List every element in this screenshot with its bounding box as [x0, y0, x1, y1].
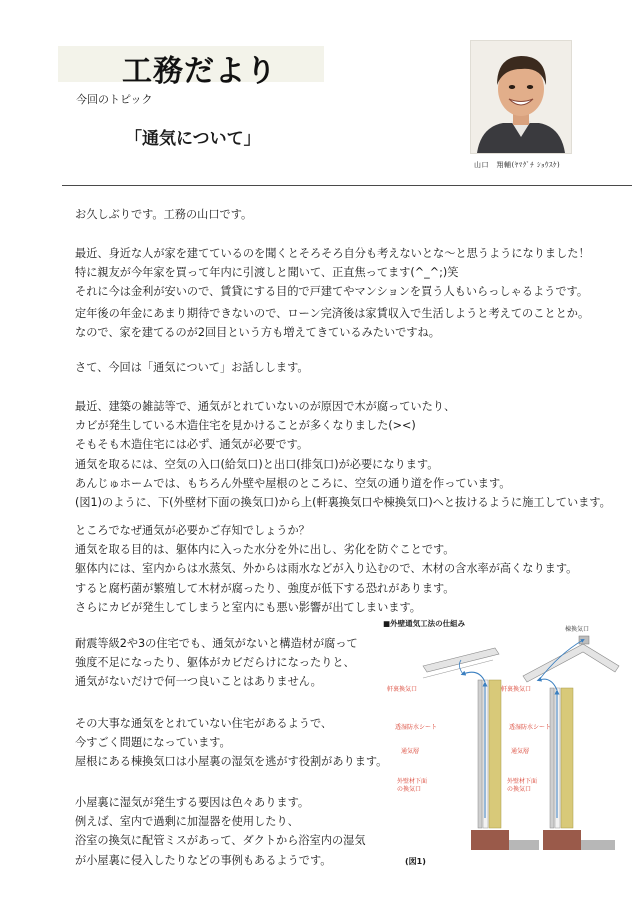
- paragraph-pension: [75, 304, 589, 342]
- text-line: 定年後の年金にあまり期待できないので、ローン完済後は家賃収入で生活しようと考えてのこととか。: [75, 307, 590, 320]
- right-wall-assembly: [523, 636, 619, 850]
- text-line: 通気を取る目的は、躯体内に入った水分を外に出し、劣化を防ぐことです。: [75, 543, 455, 557]
- author-photo: [470, 40, 572, 154]
- text-line: 小屋裏に湿気が発生する要因は色々あります。: [75, 796, 310, 809]
- text-line: ところでなぜ通気が必要かご存知でしょうか？: [75, 524, 310, 537]
- text-line: あんじゅホームでは、もちろん外壁や屋根のところに、空気の通り道を作っています。: [75, 476, 511, 490]
- label-bottom-vent-right: 外壁材下面 の換気口: [507, 778, 538, 793]
- figure-caption: (図1): [405, 857, 426, 866]
- text-line: 今すごく問題になっています。: [75, 736, 231, 750]
- label-bottom-vent-left: 外壁材下面 の換気口: [397, 778, 428, 793]
- label-layer-left: 通気層: [401, 748, 420, 755]
- label-ridge-vent: 棟換気口: [565, 626, 590, 633]
- text-line: すると腐朽菌が繁殖して木材が腐ったり、強度が低下する恐れがあります。: [75, 581, 455, 595]
- text-line: 躯体内には、室内からは水蒸気、外からは雨水などが入り込むので、木材の含水率が高くなります。: [75, 562, 578, 576]
- text-line: 特に親友が今年家を買って年内に引渡しと聞いて、正直焦ってます(^_^;)笑: [75, 266, 459, 280]
- text-line: 強度不足になったり、躯体がカビだらけになったりと、: [75, 656, 355, 670]
- label-layer-right: 通気層: [511, 748, 530, 755]
- text-line: 浴室の換気に配管ミスがあって、ダクトから浴室内の湿気: [75, 834, 366, 848]
- paragraph-problem: [75, 714, 387, 772]
- diagram-drawing: [383, 618, 623, 854]
- header-divider: [62, 185, 632, 186]
- paragraph-attic-moisture: [75, 793, 366, 870]
- text-line: 通気がないだけで何一つ良いことはありません。: [75, 675, 322, 689]
- text-line: 通気を取るには、空気の入口(給気口)と出口(排気口)が必要になります。: [75, 457, 439, 471]
- text-line: カビが発生している木造住宅を見かけることが多くなりました(><): [75, 419, 416, 433]
- text-line: が小屋裏に侵入したりなどの事例もあるようです。: [75, 853, 332, 867]
- figure-heading: ■外壁通気工法の仕組み: [383, 619, 466, 628]
- author-name: 山口 翔輔(ﾔﾏｸﾞﾁ ｼｮｳｽｹ): [474, 161, 561, 169]
- paragraph-greeting: [75, 205, 252, 224]
- text-line: お久しぶりです。工務の山口です。: [75, 208, 253, 221]
- topic-label: 今回のトピック: [76, 93, 153, 106]
- text-line: 屋根にある棟換気口は小屋裏の湿気を逃がす役割があります。: [75, 755, 388, 769]
- paragraph-intro: [75, 244, 590, 302]
- newsletter-title: 工務だより: [122, 54, 277, 89]
- paragraph-topic-intro: [75, 358, 309, 377]
- text-line: それに今は金利が安いので、賃貸にする目的で戸建てやマンションを買う人もいらっしゃるようです。: [75, 285, 589, 299]
- paragraph-ventilation-need: [75, 397, 611, 512]
- label-sheet-right: 透湿防水シート: [509, 724, 552, 731]
- paragraph-purpose: [75, 521, 577, 617]
- label-sheet-left: 透湿防水シート: [395, 724, 438, 731]
- text-line: そもそも木造住宅には必ず、通気が必要です。: [75, 438, 309, 452]
- text-line: 最近、建築の雑誌等で、通気がとれていないのが原因で木が腐っていたり、: [75, 400, 456, 413]
- label-eave-vent-left: 軒裏換気口: [387, 686, 418, 693]
- text-line: 例えば、室内で過剰に加湿器を使用したり、: [75, 815, 299, 829]
- text-line: 最近、身近な人が家を建てているのを聞くとそろそろ自分も考えないとな～と思うようになりました！: [75, 247, 590, 260]
- text-line: その大事な通気をとれていない住宅があるようで、: [75, 717, 333, 730]
- paragraph-seismic: [75, 634, 358, 692]
- text-line: さて、今回は「通気について」お話しします。: [75, 361, 309, 374]
- label-eave-vent-right: 軒裏換気口: [501, 686, 532, 693]
- ventilation-diagram: [383, 618, 623, 874]
- text-line: (図1)のように、下(外壁材下面の換気口)から上(軒裏換気口や棟換気口)へと抜けるように施工しています。: [75, 496, 611, 510]
- topic-title: 「通気について」: [125, 129, 261, 149]
- text-line: なので、家を建てるのが2回目という方も増えてきているみたいですね。: [75, 326, 440, 340]
- text-line: 耐震等級2や3の住宅でも、通気がないと構造材が腐って: [75, 637, 358, 650]
- text-line: さらにカビが発生してしまうと室内にも悪い影響が出てしまいます。: [75, 600, 421, 614]
